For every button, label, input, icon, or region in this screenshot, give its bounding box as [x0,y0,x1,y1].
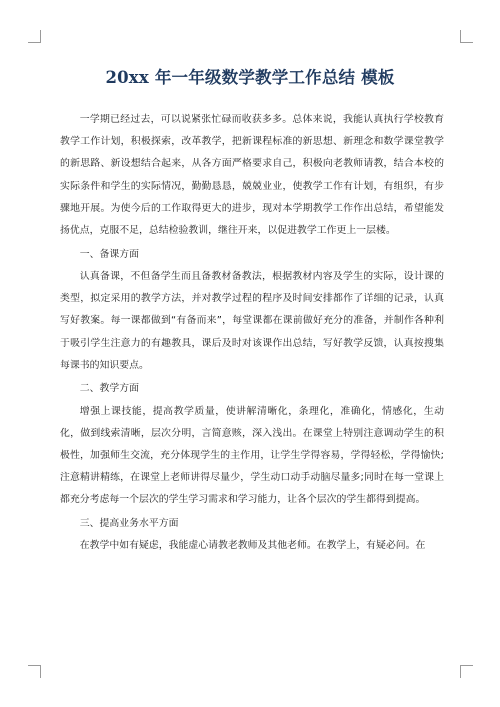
section-heading-lesson-prep: 一、备课方面 [79,248,140,260]
crop-mark-bottom-right [460,665,473,678]
section-heading-teaching: 二、教学方面 [79,383,140,395]
section-heading-professional: 三、提高业务水平方面 [79,518,179,530]
document-body [60,109,444,558]
document-title: 20xx 年一年级数学教学工作总结 模板 [105,68,395,87]
crop-mark-top-right [460,30,473,43]
paragraph-professional: 在教学中如有疑虑，我能虚心请教老教师及其他老师。在教学上，有疑必问。在 [79,540,426,552]
paragraph-lesson-prep: 认真备课，不但备学生而且备教材备教法，根据教材内容及学生的实际，设计课的类型，拟定采用的教学方法，并对教学过程的程序及时间安排都作了详细的记录，认真写好教案。每一课都做到“有备而来”，每堂课都在课前做好充分的准备，并制作各种利于吸引学生注意力的有趣教具，课后及时对该课作出总结，写好教学反馈，认真按搜集每课书的知识要点。 [60,270,444,371]
crop-mark-top-left [28,30,41,43]
paragraph-intro: 一学期已经过去，可以说紧张忙碌而收获多多。总体来说，我能认真执行学校教育教学工作计划，积极探索，改革教学，把新课程标准的新思想、新理念和数学课堂教学的新思路、新设想结合起来，从各方面严格要求自己，积极向老教师请教，结合本校的实际条件和学生的实际情况，勤勤恳恳，兢兢业业，使教学工作有计划，有组织，有步骤地开展。为使今后的工作取得更大的进步，现对本学期教学工作作出总结，希望能发扬优点，克服不足，总结检验教训，继往开来，以促进教学工作更上一层楼。 [60,114,444,237]
crop-mark-bottom-left [28,665,41,678]
paragraph-teaching: 增强上课技能，提高教学质量，使讲解清晰化，条理化，准确化，情感化，生动化，做到线索清晰，层次分明，言简意赅，深入浅出。在课堂上特别注意调动学生的积极性，加强师生交流，充分体现学生的主作用，让学生学得容易，学得轻松，学得愉快;注意精讲精练，在课堂上老师讲得尽量少，学生动口动手动脑尽量多;同时在每一堂课上都充分考虑每一个层次的学生学习需求和学习能力，让各个层次的学生都得到提高。 [60,405,444,506]
